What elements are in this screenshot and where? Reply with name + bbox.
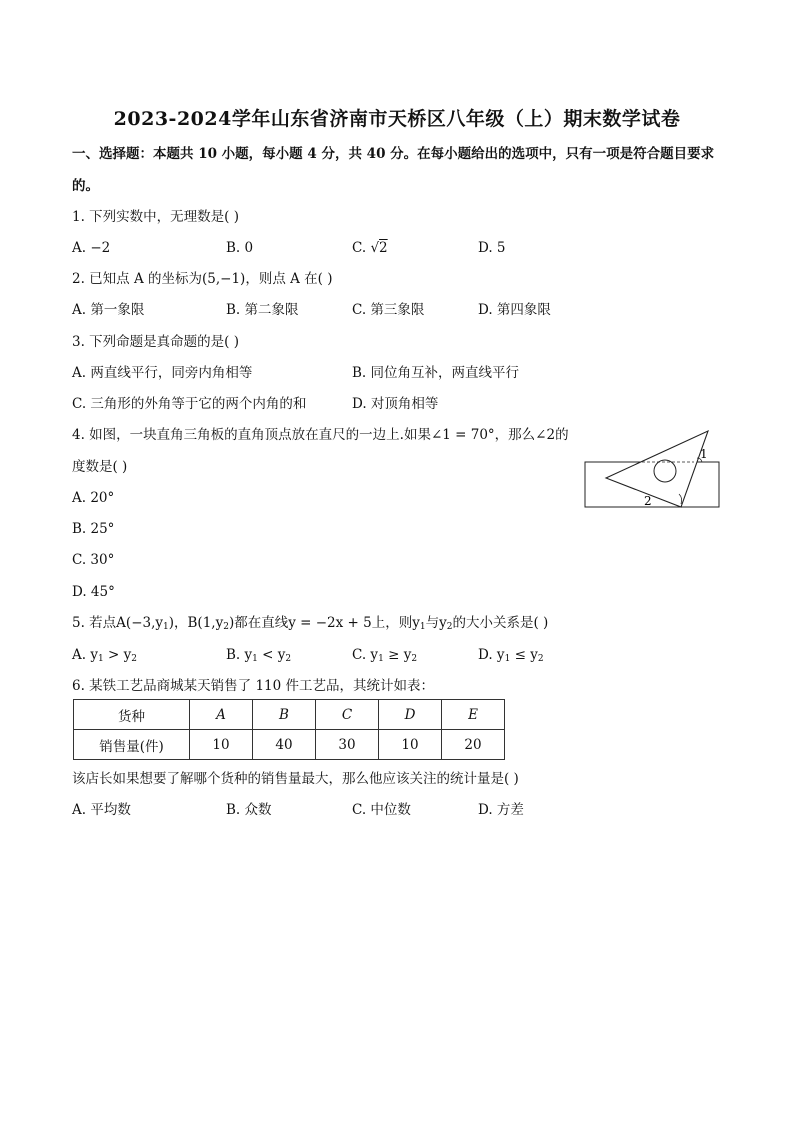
table-cell: 30: [316, 730, 379, 760]
q4-option-c: C. 30°: [72, 552, 115, 568]
table-header-cell: E: [442, 700, 505, 730]
q4-stem-line1: 4. 如图，一块直角三角板的直角顶点放在直尺的一边上.如果∠1 = 70°，那么∠2的: [72, 427, 569, 443]
q5-opt-text: ≤ y: [510, 647, 538, 663]
q2-stem: 2. 已知点 A 的坐标为(5,−1)，则点 A 在( ): [72, 271, 333, 287]
q6-option-b: B. 众数: [226, 802, 272, 818]
q5-opt-sub: 2: [411, 654, 418, 664]
q2-option-a: A. 第一象限: [72, 302, 145, 318]
table-cell: 10: [379, 730, 442, 760]
q5-opt-text: < y: [257, 647, 286, 663]
q5-option-d: [478, 646, 544, 668]
table-cell: 销售量(件): [74, 730, 190, 760]
sales-table: [73, 699, 505, 760]
q5-opt-text: B. y: [226, 647, 253, 663]
q5-opt-text: D. y: [478, 647, 505, 663]
angle2-label: 2: [644, 494, 652, 508]
q6-option-a: A. 平均数: [72, 802, 131, 818]
q5-opt-sub: 2: [285, 654, 292, 664]
q5-opt-text: C. y: [352, 647, 379, 663]
q5-stem: [72, 614, 548, 636]
q1-option-d: D. 5: [478, 240, 506, 256]
q5-sub: 1: [163, 622, 169, 632]
q4-option-a: A. 20°: [72, 490, 115, 506]
q5-opt-sub: 2: [131, 654, 137, 664]
q5-opt-sub: 1: [378, 654, 384, 664]
q5-stem-part2: )，B(1,y: [168, 615, 224, 631]
q5-opt-text: ≥ y: [383, 647, 412, 663]
table-cell: 20: [442, 730, 505, 760]
q6-stem: 6. 某铁工艺品商城某天销售了 110 件工艺品，其统计如表：: [72, 678, 435, 694]
q1-option-a: A. −2: [72, 240, 111, 256]
table-header-cell: B: [253, 700, 316, 730]
q3-option-c: C. 三角形的外角等于它的两个内角的和: [72, 396, 307, 412]
section-instructions-line1: 一、选择题：本题共 10 小题，每小题 4 分，共 40 分。在每小题给出的选项中，只有一项是符合题目要求: [72, 146, 715, 162]
q2-option-b: B. 第二象限: [226, 302, 299, 318]
q5-opt-sub: 1: [504, 654, 511, 664]
q5-opt-sub: 1: [252, 654, 258, 664]
table-header-cell: 货种: [74, 700, 190, 730]
page-title: 2023-2024学年山东省济南市天桥区八年级（上）期末数学试卷: [113, 108, 681, 130]
q3-stem: 3. 下列命题是真命题的是( ): [72, 334, 239, 350]
q4-stem-line2: 度数是( ): [72, 459, 128, 475]
q4-option-b: B. 25°: [72, 521, 115, 537]
q5-sub: 1: [419, 622, 426, 632]
q5-stem-part1: 5. 若点A(−3,y: [72, 615, 164, 631]
q6-option-c: C. 中位数: [352, 802, 411, 818]
q5-stem-part4: 与y: [425, 615, 447, 631]
table-header-cell: C: [316, 700, 379, 730]
q5-stem-part3: )都在直线y = −2x + 5上，则y: [228, 615, 420, 631]
q5-sub: 2: [446, 622, 453, 632]
table-header-cell: A: [190, 700, 253, 730]
q3-option-a: A. 两直线平行，同旁内角相等: [72, 365, 253, 381]
q5-opt-text: A. y: [72, 647, 98, 663]
q5-option-a: [72, 646, 137, 668]
sqrt-symbol: √2: [370, 240, 388, 256]
q2-option-d: D. 第四象限: [478, 302, 551, 318]
q6-option-d: D. 方差: [478, 802, 524, 818]
q4-option-d: D. 45°: [72, 584, 115, 600]
table-cell: 10: [190, 730, 253, 760]
q1-stem: 1. 下列实数中，无理数是( ): [72, 209, 239, 225]
table-row: [74, 730, 505, 760]
q1-option-c-label: C.: [352, 240, 371, 256]
q5-opt-sub: 1: [97, 654, 104, 664]
sqrt-radicand: 2: [379, 240, 388, 256]
table-header-cell: D: [379, 700, 442, 730]
q2-option-c: C. 第三象限: [352, 302, 425, 318]
q5-stem-part5: 的大小关系是( ): [452, 615, 549, 631]
table-cell: 40: [253, 730, 316, 760]
q1-option-c: [352, 239, 388, 257]
q6-followup: 该店长如果想要了解哪个货种的销售量最大，那么他应该关注的统计量是( ): [72, 771, 519, 787]
section-instructions-line2: 的。: [72, 178, 99, 194]
q3-option-d: D. 对顶角相等: [352, 396, 439, 412]
angle1-label: 1: [700, 447, 708, 461]
table-header-row: [74, 700, 505, 730]
q5-option-c: [352, 646, 417, 668]
q1-option-b: B. 0: [226, 240, 254, 256]
q5-option-b: [226, 646, 291, 668]
q3-option-b: B. 同位角互补，两直线平行: [352, 365, 520, 381]
set-square: [606, 431, 708, 507]
q5-sub: 2: [223, 622, 229, 632]
q5-opt-sub: 2: [537, 654, 544, 664]
ruler-triangle-figure: [582, 428, 722, 512]
q5-opt-text: > y: [103, 647, 132, 663]
